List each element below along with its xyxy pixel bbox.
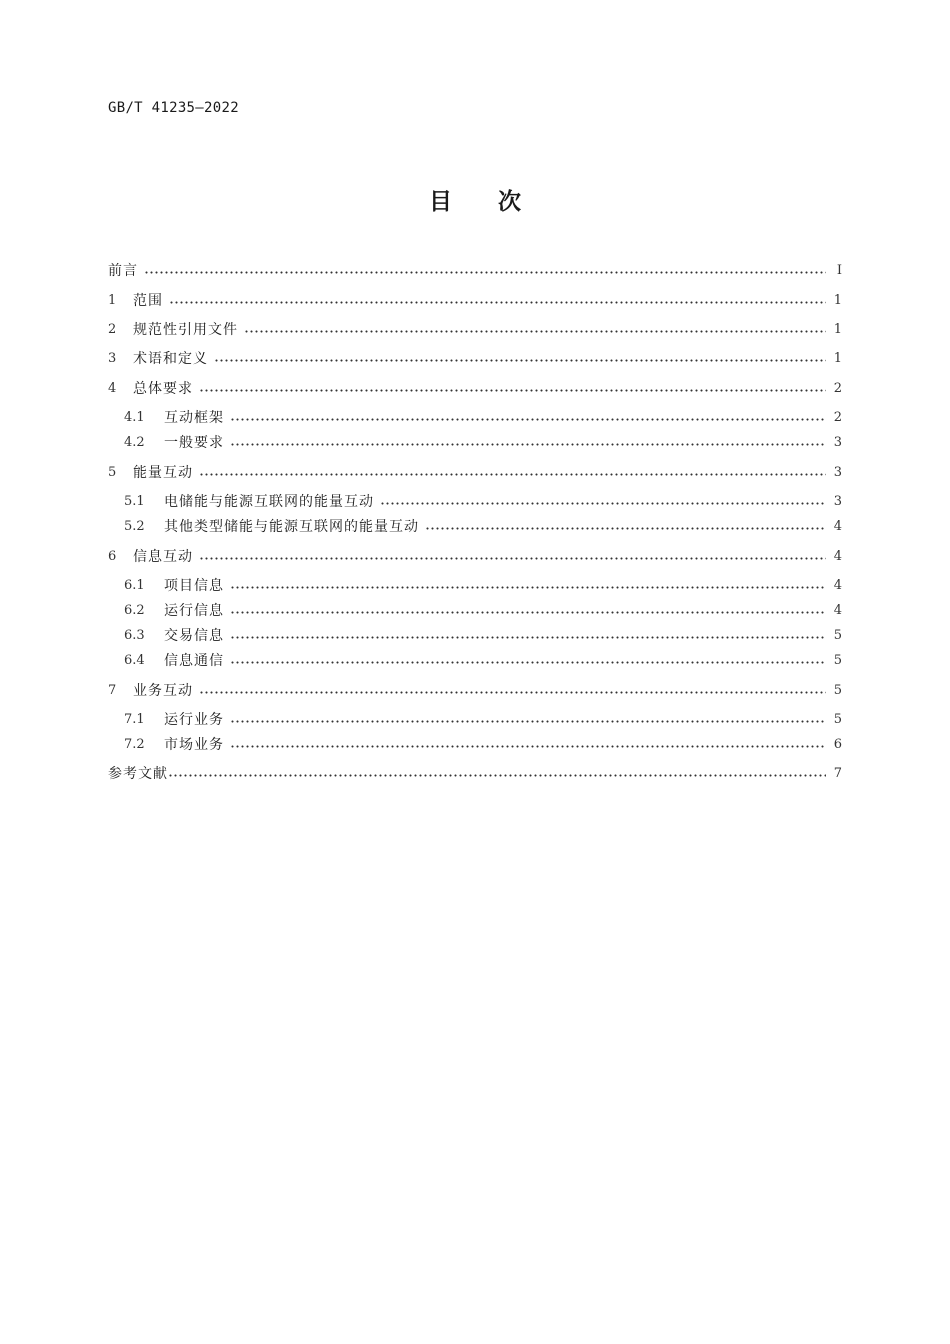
dot-leader: [230, 661, 826, 664]
toc-entry-basic-requirements[interactable]: [124, 430, 842, 454]
toc-entry-information-interaction[interactable]: [108, 544, 842, 568]
toc-entry-label: 参考文献: [108, 766, 168, 782]
toc-entry-page: 1: [833, 292, 842, 308]
toc-entry-page: 7: [833, 765, 842, 781]
dot-leader: [214, 359, 826, 362]
toc-entry-label: 总体要求: [133, 381, 193, 397]
toc-entry-label: 项目信息: [164, 578, 224, 594]
toc-entry-number: 2: [108, 321, 117, 337]
toc-entry-number: 4.1: [124, 409, 145, 425]
toc-entry-label: 电储能与能源互联网的能量互动: [164, 494, 374, 510]
toc-entry-page: 5: [833, 682, 842, 698]
toc-entry-label: 互动框架: [164, 410, 224, 426]
toc-entry-page: 4: [833, 577, 842, 593]
toc-entry-energy-interaction[interactable]: [108, 460, 842, 484]
toc-entry-number: 5.1: [124, 493, 145, 509]
toc-entry-page: 1: [833, 350, 842, 366]
toc-entry-number: 5.2: [124, 518, 145, 534]
toc-entry-bibliography[interactable]: [108, 761, 842, 785]
toc-entry-number: 6.3: [124, 627, 145, 643]
toc-entry-number: 6.4: [124, 652, 145, 668]
toc-entry-market-business[interactable]: [124, 732, 842, 756]
toc-entry-label: 术语和定义: [133, 351, 208, 367]
toc-entry-number: 7.1: [124, 711, 145, 727]
toc-entry-label: 运行信息: [164, 603, 224, 619]
dot-leader: [244, 330, 826, 333]
toc-entry-page: 4: [833, 602, 842, 618]
toc-entry-general-requirements[interactable]: [108, 376, 842, 400]
dot-leader: [144, 271, 826, 274]
toc-entry-label: 其他类型储能与能源互联网的能量互动: [164, 519, 419, 535]
toc-entry-terms[interactable]: [108, 346, 842, 370]
toc-entry-trading-information[interactable]: [124, 623, 842, 647]
toc-entry-label: 规范性引用文件: [133, 322, 238, 338]
toc-entry-number: 1: [108, 292, 117, 308]
document-id: GB/T 41235—2022: [108, 100, 239, 116]
page-title: 目次: [429, 189, 567, 215]
toc-entry-operation-information[interactable]: [124, 598, 842, 622]
toc-entry-page: 4: [833, 548, 842, 564]
dot-leader: [425, 527, 826, 530]
dot-leader: [199, 691, 826, 694]
toc-entry-page: 5: [833, 627, 842, 643]
toc-entry-label: 交易信息: [164, 628, 224, 644]
toc-entry-label: 运行业务: [164, 712, 224, 728]
toc-entry-page: 1: [833, 321, 842, 337]
toc-entry-label: 前言: [108, 263, 138, 279]
toc-entry-number: 7.2: [124, 736, 145, 752]
toc-entry-electric-storage-energy[interactable]: [124, 489, 842, 513]
toc-entry-number: 3: [108, 350, 117, 366]
toc-entry-number: 6: [108, 548, 117, 564]
dot-leader: [168, 774, 826, 777]
dot-leader: [230, 636, 826, 639]
toc-entry-number: 6.1: [124, 577, 145, 593]
toc-entry-label: 一般要求: [164, 435, 224, 451]
toc-entry-page: Ⅰ: [836, 262, 842, 278]
toc-entry-operation-business[interactable]: [124, 707, 842, 731]
toc-entry-normative-references[interactable]: [108, 317, 842, 341]
dot-leader: [199, 557, 826, 560]
toc-entry-interaction-framework[interactable]: [124, 405, 842, 429]
toc-entry-page: 2: [833, 409, 842, 425]
toc-entry-information-communication[interactable]: [124, 648, 842, 672]
toc-entry-label: 市场业务: [164, 737, 224, 753]
dot-leader: [380, 502, 826, 505]
toc-entry-scope[interactable]: [108, 288, 842, 312]
toc-entry-project-information[interactable]: [124, 573, 842, 597]
dot-leader: [230, 745, 826, 748]
toc-entry-page: 5: [833, 652, 842, 668]
dot-leader: [230, 586, 826, 589]
dot-leader: [199, 473, 826, 476]
dot-leader: [230, 611, 826, 614]
toc-entry-foreword[interactable]: [108, 258, 842, 282]
toc-entry-label: 信息通信: [164, 653, 224, 669]
dot-leader: [169, 301, 826, 304]
toc-entry-page: 4: [833, 518, 842, 534]
toc-entry-page: 3: [833, 434, 842, 450]
toc-entry-label: 能量互动: [133, 465, 193, 481]
toc-entry-number: 7: [108, 682, 117, 698]
toc-entry-label: 范围: [133, 293, 163, 309]
dot-leader: [230, 443, 826, 446]
toc-entry-page: 6: [833, 736, 842, 752]
toc-entry-business-interaction[interactable]: [108, 678, 842, 702]
toc-entry-page: 3: [833, 464, 842, 480]
toc-entry-page: 3: [833, 493, 842, 509]
toc-entry-other-storage-energy[interactable]: [124, 514, 842, 538]
toc-entry-label: 业务互动: [133, 683, 193, 699]
toc-entry-number: 5: [108, 464, 117, 480]
toc-entry-page: 2: [833, 380, 842, 396]
toc-entry-number: 4: [108, 380, 117, 396]
dot-leader: [230, 720, 826, 723]
dot-leader: [199, 389, 826, 392]
toc-entry-page: 5: [833, 711, 842, 727]
toc-entry-number: 4.2: [124, 434, 145, 450]
toc-entry-number: 6.2: [124, 602, 145, 618]
toc-entry-label: 信息互动: [133, 549, 193, 565]
dot-leader: [230, 418, 826, 421]
